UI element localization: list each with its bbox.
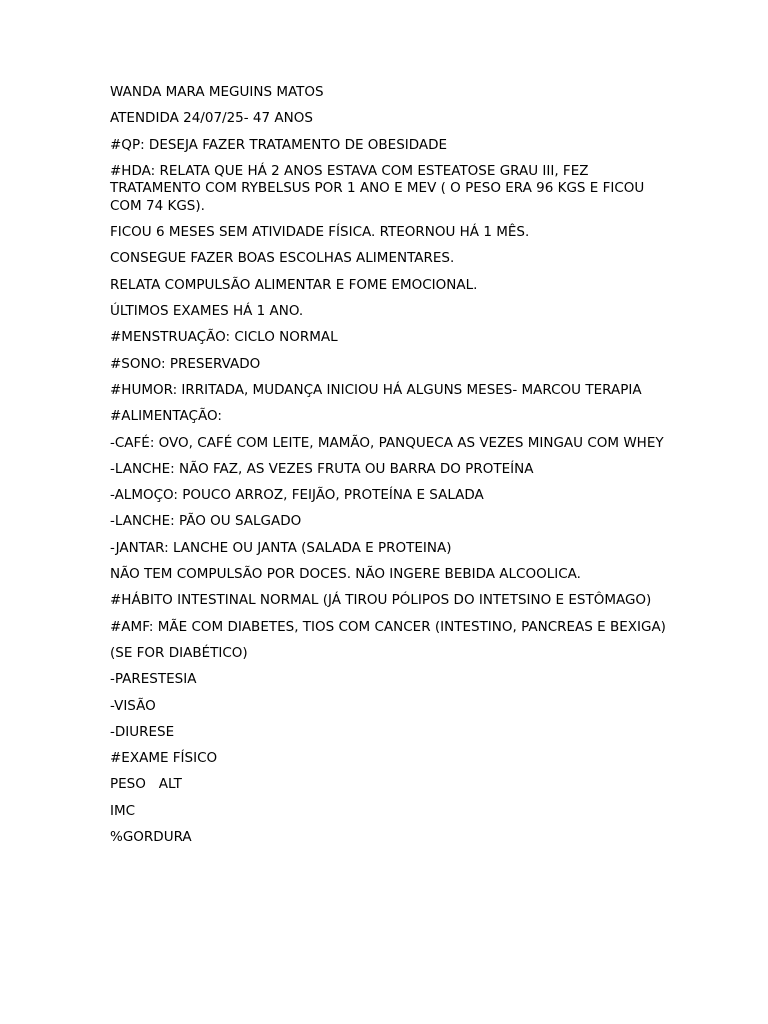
family-history-note: #AMF: MÃE COM DIABETES, TIOS COM CANCER (INTESTINO, PANCREAS E BEXIGA) [110, 618, 666, 635]
visit-date-age: ATENDIDA 24/07/25- 47 ANOS [110, 110, 313, 127]
document-page [110, 84, 670, 855]
last-exams-note: ÚLTIMOS EXAMES HÁ 1 ANO. [110, 303, 304, 320]
diet-lunch: -ALMOÇO: POUCO ARROZ, FEIJÃO, PROTEÍNA E SALADA [110, 487, 484, 504]
bmi-line: IMC [110, 802, 136, 819]
diet-morning-snack: -LANCHE: NÃO FAZ, AS VEZES FRUTA OU BARRA DO PROTEÍNA [110, 460, 534, 477]
vision-item: -VISÃO [110, 697, 156, 714]
bowel-habit-note: #HÁBITO INTESTINAL NORMAL (JÁ TIROU PÓLIPOS DO INTETSINO E ESTÔMAGO) [110, 592, 652, 609]
compulsion-note: RELATA COMPULSÃO ALIMENTAR E FOME EMOCIONAL. [110, 276, 478, 293]
physical-activity-note: FICOU 6 MESES SEM ATIVIDADE FÍSICA. RTEORNOU HÁ 1 MÊS. [110, 224, 530, 241]
diet-dinner: -JANTAR: LANCHE OU JANTA (SALADA E PROTEINA) [110, 539, 452, 556]
diet-afternoon-snack: -LANCHE: PÃO OU SALGADO [110, 513, 302, 530]
weight-height-line: PESO ALT [110, 776, 182, 793]
paresthesia-item: -PARESTESIA [110, 671, 197, 688]
menstruation-note: #MENSTRUAÇÃO: CICLO NORMAL [110, 329, 338, 346]
patient-name: WANDA MARA MEGUINS MATOS [110, 84, 324, 100]
sleep-note: #SONO: PRESERVADO [110, 355, 261, 372]
diet-breakfast: -CAFÉ: OVO, CAFÉ COM LEITE, MAMÃO, PANQUECA AS VEZES MINGAU COM WHEY [110, 434, 664, 451]
history-present-illness: #HDA: RELATA QUE HÁ 2 ANOS ESTAVA COM ESTEATOSE GRAU III, FEZ TRATAMENTO COM RYBELSUS POR 1 ANO E MEV ( O PESO ERA 96 KGS E FICOU COM 74 KGS). [110, 162, 649, 214]
diet-heading: #ALIMENTAÇÃO: [110, 408, 222, 425]
diuresis-item: -DIURESE [110, 723, 175, 740]
body-fat-line: %GORDURA [110, 829, 192, 846]
sweets-alcohol-note: NÃO TEM COMPULSÃO POR DOCES. NÃO INGERE BEBIDA ALCOOLICA. [110, 566, 581, 583]
mood-note: #HUMOR: IRRITADA, MUDANÇA INICIOU HÁ ALGUNS MESES- MARCOU TERAPIA [110, 381, 642, 398]
chief-complaint: #QP: DESEJA FAZER TRATAMENTO DE OBESIDADE [110, 136, 448, 153]
physical-exam-heading: #EXAME FÍSICO [110, 750, 218, 767]
diabetic-heading: (SE FOR DIABÉTICO) [110, 644, 248, 661]
food-choices-note: CONSEGUE FAZER BOAS ESCOLHAS ALIMENTARES. [110, 250, 455, 267]
